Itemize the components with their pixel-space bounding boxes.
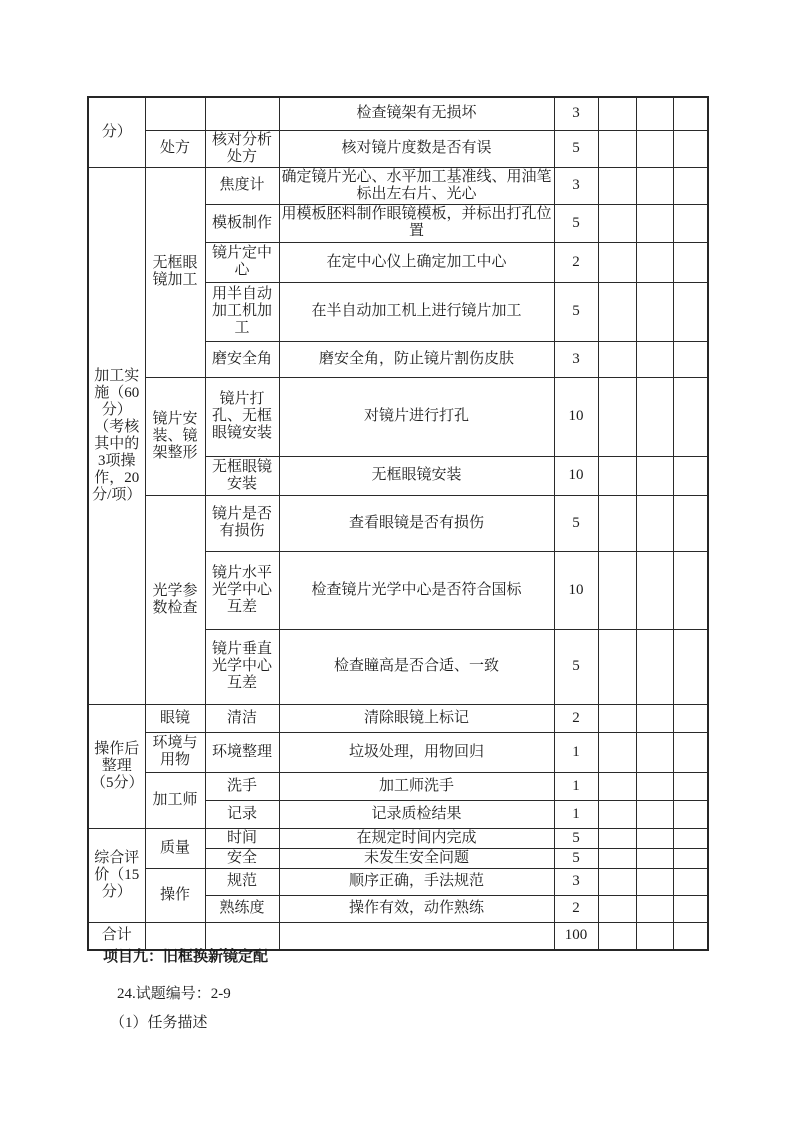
subcategory-cell: 无框眼镜加工 (145, 167, 205, 377)
question-number-text: 24.试题编号：2-9 (117, 986, 231, 1002)
item-cell: 时间 (205, 828, 279, 848)
score-cell: 5 (554, 828, 598, 848)
score-cell: 1 (554, 800, 598, 828)
score-cell: 3 (554, 868, 598, 895)
item-cell: 无框眼镜安装 (205, 456, 279, 495)
item-cell: 洗手 (205, 772, 279, 800)
subcategory-cell: 质量 (145, 828, 205, 868)
score-cell: 3 (554, 97, 598, 130)
subcategory-cell: 操作 (145, 868, 205, 922)
item-cell: 模板制作 (205, 204, 279, 242)
item-cell: 用半自动加工机加工 (205, 282, 279, 341)
category-cell: 分） (88, 97, 145, 167)
description-cell: 检查瞳高是否合适、一致 (279, 629, 554, 704)
description-cell: 无框眼镜安装 (279, 456, 554, 495)
total-label-cell: 合计 (88, 922, 145, 950)
item-cell: 磨安全角 (205, 341, 279, 377)
description-cell: 未发生安全问题 (279, 848, 554, 868)
item-cell: 镜片定中心 (205, 242, 279, 282)
item-cell: 镜片是否有损伤 (205, 495, 279, 551)
description-cell: 确定镜片光心、水平加工基准线、用油笔标出左右片、光心 (279, 167, 554, 204)
item-cell: 镜片打孔、无框眼镜安装 (205, 377, 279, 456)
score-cell: 3 (554, 167, 598, 204)
description-cell: 磨安全角，防止镜片割伤皮肤 (279, 341, 554, 377)
subcategory-cell: 处方 (145, 130, 205, 167)
description-cell: 检查镜片光学中心是否符合国标 (279, 551, 554, 629)
score-cell: 5 (554, 130, 598, 167)
item-cell: 镜片水平光学中心互差 (205, 551, 279, 629)
item-cell: 熟练度 (205, 895, 279, 922)
description-cell: 记录质检结果 (279, 800, 554, 828)
description-cell: 清除眼镜上标记 (279, 704, 554, 732)
total-score-cell: 100 (554, 922, 598, 950)
subcategory-cell: 加工师 (145, 772, 205, 828)
description-cell: 操作有效，动作熟练 (279, 895, 554, 922)
description-cell: 在定中心仪上确定加工中心 (279, 242, 554, 282)
item-cell: 规范 (205, 868, 279, 895)
description-cell: 在规定时间内完成 (279, 828, 554, 848)
item-cell: 安全 (205, 848, 279, 868)
description-cell: 加工师洗手 (279, 772, 554, 800)
score-cell: 3 (554, 341, 598, 377)
score-cell: 10 (554, 456, 598, 495)
item-cell: 清洁 (205, 704, 279, 732)
score-cell: 2 (554, 242, 598, 282)
subcategory-cell: 光学参数检查 (145, 495, 205, 704)
category-cell: 加工实施（60分）（考核其中的3项操作，20分/项） (88, 167, 145, 704)
score-cell: 5 (554, 204, 598, 242)
item-cell: 核对分析处方 (205, 130, 279, 167)
section-heading: 项目九：旧框换新镜定配 (103, 949, 269, 965)
task-description-label: （1）任务描述 (110, 1015, 208, 1031)
description-cell: 查看眼镜是否有损伤 (279, 495, 554, 551)
score-cell: 10 (554, 377, 598, 456)
score-cell: 5 (554, 282, 598, 341)
description-cell: 垃圾处理，用物回归 (279, 732, 554, 772)
category-cell: 操作后整理（5分） (88, 704, 145, 828)
description-cell: 核对镜片度数是否有误 (279, 130, 554, 167)
subcategory-cell: 眼镜 (145, 704, 205, 732)
item-cell: 环境整理 (205, 732, 279, 772)
description-cell: 在半自动加工机上进行镜片加工 (279, 282, 554, 341)
subcategory-cell: 环境与用物 (145, 732, 205, 772)
description-cell: 顺序正确，手法规范 (279, 868, 554, 895)
description-cell: 用模板胚料制作眼镜模板，并标出打孔位置 (279, 204, 554, 242)
score-cell: 10 (554, 551, 598, 629)
score-cell: 1 (554, 772, 598, 800)
description-cell: 对镜片进行打孔 (279, 377, 554, 456)
score-cell: 5 (554, 629, 598, 704)
description-cell: 检查镜架有无损坏 (279, 97, 554, 130)
score-cell: 2 (554, 895, 598, 922)
item-cell: 记录 (205, 800, 279, 828)
subcategory-cell: 镜片安装、镜架整形 (145, 377, 205, 495)
score-cell: 5 (554, 495, 598, 551)
score-cell: 1 (554, 732, 598, 772)
item-cell: 镜片垂直光学中心互差 (205, 629, 279, 704)
item-cell: 焦度计 (205, 167, 279, 204)
score-cell: 5 (554, 848, 598, 868)
score-cell: 2 (554, 704, 598, 732)
category-cell: 综合评价（15分） (88, 828, 145, 922)
